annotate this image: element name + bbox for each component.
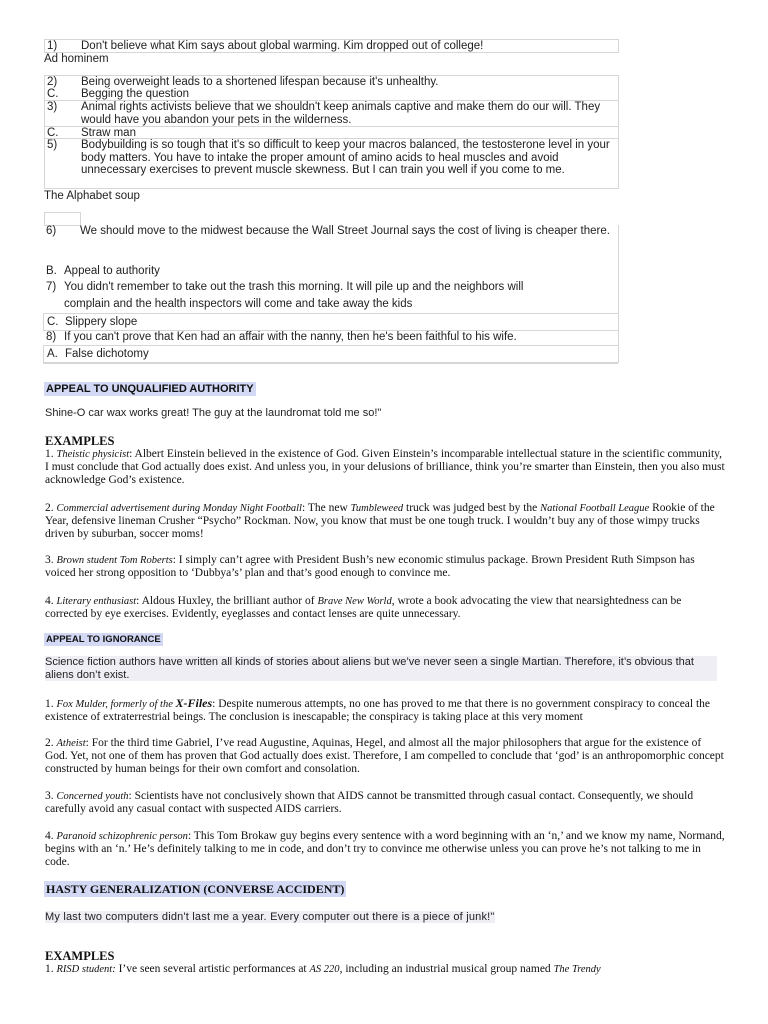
example-ignorance-1: 1. Fox Mulder, formerly of the X-Files: Despite numerous attempts, no one has proved to me that there is no government conspiracy to conceal the existence of extraterrestrial beings. The conclusion is inescapable; the conspiracy is taking place at this very moment [45, 696, 711, 723]
example-unqualified-1: 1. Theistic physicist: Albert Einstein believed in the existence of God. Given Einstein’s incomparable intellectual stature in the scientific community, I must conclude that God actually does exist. And unless you, in your delusions of brilliance, think you’re smarter than Einstein, then you also must acknowledge God’s existence. [45, 448, 725, 486]
answer-letter: C. [47, 88, 59, 100]
example-ignorance-4: 4. Paranoid schizophrenic person: This Tom Brokaw guy begins every sentence with a word beginning with an ‘n,’ and we know my name, Normand, begins with an ‘n.’ He’s definitely talking to me in code, and don’t try to convince me otherwise unless you can prove he’s not talking to me in code. [45, 830, 725, 868]
answer-letter: A. [47, 348, 58, 360]
example-unqualified-2: 2. Commercial advertisement during Monday Night Football: The new Tumbleweed truck was judged best by the National Football League Rookie of the Year, defensive lineman Crusher “Psycho” Rockman. Now, you know that must be one tough truck. I wouldn’t buy any of those wimpy trucks driven by suburban, soccer moms! [45, 502, 715, 540]
speaker: Concerned youth [56, 791, 129, 802]
speaker: Literary enthusiast [56, 596, 137, 607]
empty-cell [44, 212, 81, 226]
item-text-line-2: complain and the health inspectors will come and take away the kids [64, 298, 413, 310]
quiz-item-2 [45, 76, 618, 88]
speaker: Commercial advertisement during Monday Night Football [56, 503, 302, 514]
answer-text: Appeal to authority [64, 265, 160, 277]
item-number: 3) [47, 101, 58, 113]
answer-2 [45, 88, 618, 100]
section-heading-hasty [44, 882, 346, 897]
answer-text: Straw man [81, 127, 136, 139]
item-number: 6) [46, 225, 57, 237]
answer-6 [44, 265, 618, 279]
heading-text: APPEAL TO UNQUALIFIED AUTHORITY [46, 383, 254, 395]
item-number: 7) [46, 281, 57, 293]
example-hasty-1: 1. RISD student: I’ve seen several artistic performances at AS 220, including an industrial musical group named The Trendy [45, 963, 601, 975]
quiz-item-8 [44, 331, 618, 345]
speaker: Atheist [56, 738, 86, 749]
heading-text: HASTY GENERALIZATION (CONVERSE ACCIDENT) [46, 882, 345, 896]
speaker: RISD student: [56, 964, 116, 975]
quiz-item-7 [44, 281, 618, 313]
answer-letter: C. [47, 316, 59, 328]
item-number: 1) [47, 40, 58, 52]
quiz-group-2-3 [44, 75, 619, 139]
item-number: 8) [46, 331, 57, 343]
answer-letter: B. [46, 265, 57, 277]
answer-letter: C. [47, 127, 59, 139]
item-number: 2) [47, 76, 58, 88]
answer-8 [43, 345, 618, 364]
speaker: Theistic physicist [56, 449, 130, 460]
answer-5: The Alphabet soup [44, 190, 140, 202]
example-unqualified-4: 4. Literary enthusiast: Aldous Huxley, the brilliant author of Brave New World, wrote a book advocating the view that nearsightedness can be corrected by eye exercises. Evidently, eyeglasses and contact lenses are quite unnecessary. [45, 595, 682, 620]
item-text: Don't believe what Kim says about global warming. Kim dropped out of college! [81, 40, 484, 52]
item-text: If you can't prove that Ken had an affair with the nanny, then he's been faithful to his wife. [64, 331, 517, 343]
answer-7 [43, 313, 618, 331]
section-heading-ignorance [44, 634, 163, 645]
quiz-item-1 [44, 39, 619, 53]
example-ignorance-2: 2. Atheist: For the third time Gabriel, I’ve read Augustine, Aquinas, Hegel, and almost all the major philosophers that argue for the existence of God. Yet, not one of them has proven that God actually does exist. Therefore, I am compelled to conclude that ‘god’ is an anthropomorphic concept constructed by human beings for their own comfort and consolation. [45, 737, 724, 775]
quote-ignorance: Science fiction authors have written all kinds of stories about aliens but we’ve never seen a single Martian. Therefore, it’s obvious that aliens don’t exist. [45, 656, 717, 681]
examples-label: EXAMPLES [45, 949, 115, 963]
quote-hasty: My last two computers didn't last me a year. Every computer out there is a piece of junk!" [45, 911, 495, 923]
quote-unqualified: Shine-O car wax works great! The guy at the laundromat told me so!" [45, 407, 382, 419]
item-number: 5) [47, 139, 58, 151]
speaker: Brown student Tom Roberts [56, 555, 173, 566]
answer-text: False dichotomy [65, 348, 149, 360]
example-ignorance-3: 3. Concerned youth: Scientists have not conclusively shown that AIDS cannot be transmitted through casual contact. Consequently, we should carefully avoid any casual contact with suspected AIDS carriers. [45, 790, 694, 815]
quiz-item-5 [44, 138, 619, 189]
answer-1: Ad hominem [44, 53, 109, 65]
speaker: Paranoid schizophrenic person [56, 831, 188, 842]
answer-text: Slippery slope [65, 316, 138, 328]
item-text-line-1: You didn't remember to take out the trash this morning. It will pile up and the neighbors will [64, 281, 524, 293]
quiz-item-3 [45, 100, 618, 127]
quiz-group-6-8 [44, 225, 619, 363]
quiz-item-6 [44, 225, 618, 255]
item-text: Being overweight leads to a shortened lifespan because it's unhealthy. [81, 76, 439, 88]
section-heading-unqualified [44, 383, 256, 395]
item-text: Bodybuilding is so tough that it's so difficult to keep your macros balanced, the testosterone level in your body matters. You have to intake the proper amount of amino acids to heal muscles and avoid unnecessary exercises to prevent muscle skewness. But I can train you well if you come to me. [81, 139, 610, 177]
heading-text: APPEAL TO IGNORANCE [46, 634, 161, 645]
answer-text: Begging the question [81, 88, 190, 100]
item-text: Animal rights activists believe that we shouldn't keep animals captive and make them do our will. They would have you abandon your pets in the wilderness. [81, 101, 601, 126]
item-text: We should move to the midwest because the Wall Street Journal says the cost of living is cheaper there. [80, 225, 610, 237]
examples-label: EXAMPLES [45, 434, 115, 448]
speaker: Fox Mulder, formerly of the [56, 699, 176, 710]
example-unqualified-3: 3. Brown student Tom Roberts: I simply can’t agree with President Bush’s new economic stimulus package. Brown President Ruth Simpson has voiced her strong opposition to ‘Dubbya’s’ plan and that’s good enough to convince me. [45, 554, 695, 579]
